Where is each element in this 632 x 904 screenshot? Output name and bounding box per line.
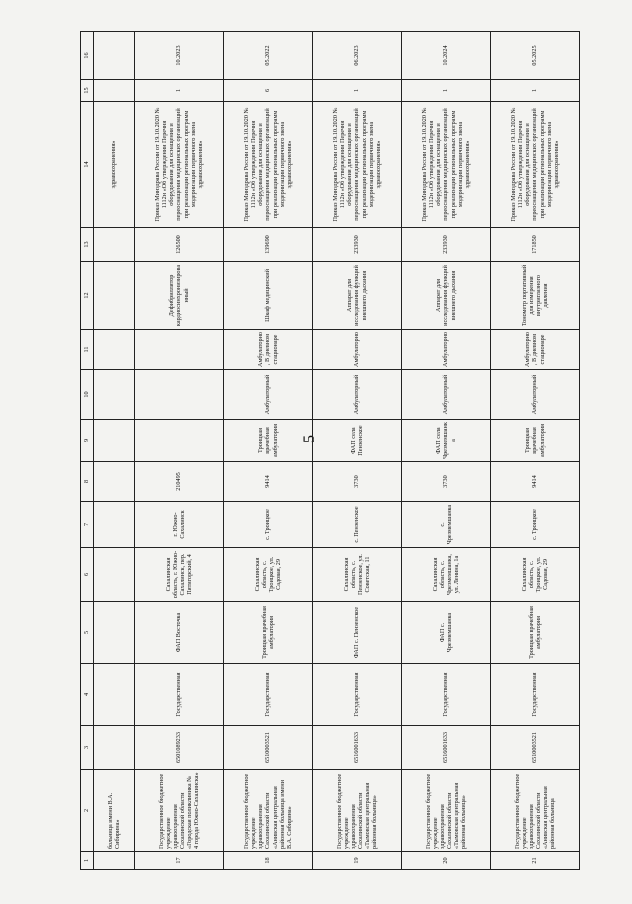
cell-price: 139690 — [224, 228, 313, 262]
continuation-row — [94, 32, 135, 870]
cell-care-conditions: Амбулаторно, В дневном стационаре — [224, 330, 313, 370]
col-number: 11 — [81, 330, 94, 370]
cell-population: 9414 — [491, 462, 580, 502]
cell-settlement: с. Троицкое — [224, 502, 313, 548]
cell-population: 9414 — [224, 462, 313, 502]
equipment-table — [80, 31, 580, 870]
cell-price: 171850 — [491, 228, 580, 262]
cell-org-continued: больница имени В.А. Сибирина» — [94, 770, 135, 852]
cell-quantity: 1 — [135, 80, 224, 102]
cell — [94, 664, 135, 726]
cell-care-conditions — [135, 330, 224, 370]
cell-settlement: с. Троицкое — [491, 502, 580, 548]
cell-care-type: Амбулаторный — [491, 370, 580, 420]
cell — [94, 420, 135, 462]
cell-equipment: Шкаф медицинский — [224, 262, 313, 330]
cell-inn: 6501089233 — [135, 726, 224, 770]
cell-quantity: 1 — [491, 80, 580, 102]
cell-order-continued: здравоохранения» — [94, 102, 135, 228]
cell — [94, 462, 135, 502]
col-number: 8 — [81, 462, 94, 502]
table-row — [491, 32, 580, 870]
cell-settlement: с. Пензенское — [313, 502, 402, 548]
col-number: 2 — [81, 770, 94, 852]
cell-row-number: 18 — [224, 852, 313, 870]
cell-ownership: Государственная — [224, 664, 313, 726]
cell-date: 10.2024 — [402, 32, 491, 80]
cell-care-type: Амбулаторный — [224, 370, 313, 420]
cell-inn: 6510003521 — [491, 726, 580, 770]
cell-equipment: Аппарат для исследования функций внешнего дыхания — [313, 262, 402, 330]
cell-ownership: Государственная — [135, 664, 224, 726]
cell-subdivision: Троицкая врачебная амбулатория — [224, 420, 313, 462]
cell-subdivision — [135, 420, 224, 462]
cell-ownership: Государственная — [313, 664, 402, 726]
cell-equipment: Тонометр портативный для измерения внутриглазного давления — [491, 262, 580, 330]
cell — [94, 726, 135, 770]
cell-unit: ФАП с. Чрезмемшанка — [402, 602, 491, 664]
cell-organization: Государственное бюджетное учреждение здравоохранения Сахалинской области «Анивская центральная районная больница имени В.А. Сибирина» — [224, 770, 313, 852]
cell-address: Сахалинская область, с. Троицкое, ул. Садовая, 29 — [224, 548, 313, 602]
cell-order: Приказ Минздрава России от 19.10.2020 № 1112н «Об утверждении Перечня оборудования для оснащения и переоснащения медицинских организаций при реализации региональных программ модернизации первичного звена здравоохранения» — [224, 102, 313, 228]
cell-price: 126500 — [135, 228, 224, 262]
cell-organization: Государственное бюджетное учреждение здравоохранения Сахалинской области «Анивская центральная районная больница — [491, 770, 580, 852]
cell — [94, 548, 135, 602]
cell-date: 05.2022 — [224, 32, 313, 80]
cell — [94, 228, 135, 262]
table-row — [135, 32, 224, 870]
cell — [94, 330, 135, 370]
cell-quantity: 1 — [313, 80, 402, 102]
page-number: 5 — [301, 435, 318, 443]
col-number: 10 — [81, 370, 94, 420]
cell-settlement: г. Южно-Сахалинск — [135, 502, 224, 548]
cell-organization: Государственное бюджетное учреждение здравоохранения Сахалинской области «Тымовская центральная районная больница» — [313, 770, 402, 852]
cell-order: Приказ Минздрава России от 19.10.2020 № 1112н «Об утверждении Перечня оборудования для оснащения и переоснащения медицинских организаций при реализации региональных программ модернизации первичного звена здравоохранения» — [313, 102, 402, 228]
cell — [94, 602, 135, 664]
cell-quantity: 6 — [224, 80, 313, 102]
cell-population: 3730 — [402, 462, 491, 502]
cell-row-number: 21 — [491, 852, 580, 870]
col-number: 9 — [81, 420, 94, 462]
cell — [94, 262, 135, 330]
cell-subdivision: ФАП села Пензенское — [313, 420, 402, 462]
col-number: 6 — [81, 548, 94, 602]
cell-inn: 6516001633 — [313, 726, 402, 770]
cell-row-number: 20 — [402, 852, 491, 870]
col-number: 5 — [81, 602, 94, 664]
cell-subdivision: ФАП села Чрезмемшанка — [402, 420, 491, 462]
column-number-row — [81, 32, 94, 870]
table-row — [313, 32, 402, 870]
col-number: 4 — [81, 664, 94, 726]
cell-care-conditions: Амбулаторно, В дневном стационаре — [491, 330, 580, 370]
cell-order: Приказ Минздрава России от 19.10.2020 № 1112н «Об утверждении Перечня оборудования для оснащения и переоснащения медицинских организаций при реализации региональных программ модернизации первичного звена здравоохранения» — [491, 102, 580, 228]
cell — [94, 80, 135, 102]
cell-date: 10.2023 — [135, 32, 224, 80]
cell-quantity: 1 — [402, 80, 491, 102]
cell-care-conditions: Амбулаторно — [402, 330, 491, 370]
cell-unit: Троицкая врачебная амбулатория — [224, 602, 313, 664]
cell-unit: Троицкая врачебная амбулатория — [491, 602, 580, 664]
cell-subdivision: Троицкая врачебная амбулатория — [491, 420, 580, 462]
cell-date: 05.2025 — [491, 32, 580, 80]
cell-organization: Государственное бюджетное учреждение здравоохранения Сахалинской области «Городская поликлиника № 4 города Южно-Сахалинска» — [135, 770, 224, 852]
col-number: 15 — [81, 80, 94, 102]
col-number: 12 — [81, 262, 94, 330]
cell-care-type: Амбулаторный — [402, 370, 491, 420]
cell-equipment: Аппарат для исследования функций внешнего дыхания — [402, 262, 491, 330]
cell-population: 210495 — [135, 462, 224, 502]
col-number: 7 — [81, 502, 94, 548]
table-row — [402, 32, 491, 870]
cell — [94, 370, 135, 420]
cell-row-number: 17 — [135, 852, 224, 870]
cell-address: Сахалинская область, г. Южно-Сахалинск, пер. Пятигорский, 4 — [135, 548, 224, 602]
cell-row-number: 19 — [313, 852, 402, 870]
col-number: 13 — [81, 228, 94, 262]
cell — [94, 502, 135, 548]
cell — [94, 852, 135, 870]
col-number: 1 — [81, 852, 94, 870]
cell-unit: ФАП с. Пензенское — [313, 602, 402, 664]
cell-address: Сахалинская область, с. Пензенское, ул. Советская, 11 — [313, 548, 402, 602]
cell-date: 06.2023 — [313, 32, 402, 80]
cell-ownership: Государственная — [402, 664, 491, 726]
cell-ownership: Государственная — [491, 664, 580, 726]
cell-price: 233930 — [313, 228, 402, 262]
col-number: 16 — [81, 32, 94, 80]
cell-population: 3730 — [313, 462, 402, 502]
cell-settlement: с. Чрезмемшанка — [402, 502, 491, 548]
cell — [94, 32, 135, 80]
cell-address: Сахалинская область, с. Троицкое, ул. Садовая, 29 — [491, 548, 580, 602]
cell-care-type: Амбулаторный — [313, 370, 402, 420]
cell-address: Сахалинская область, с. Чрезмемшанка, ул. Ленина, 1а — [402, 548, 491, 602]
cell-care-type — [135, 370, 224, 420]
cell-equipment: Дефибриллятор кардиосинхронизированный — [135, 262, 224, 330]
rotated-table-wrapper — [80, 32, 612, 870]
cell-unit: ФАП Восточка — [135, 602, 224, 664]
cell-care-conditions: Амбулаторно — [313, 330, 402, 370]
table-row — [224, 32, 313, 870]
cell-organization: Государственное бюджетное учреждение здравоохранения Сахалинской области «Тымовская центральная районная больница» — [402, 770, 491, 852]
col-number: 14 — [81, 102, 94, 228]
cell-order: Приказ Минздрава России от 19.10.2020 № 1112н «Об утверждении Перечня оборудования для оснащения и переоснащения медицинских организаций при реализации региональных программ модернизации первичного звена здравоохранения» — [402, 102, 491, 228]
cell-price: 233930 — [402, 228, 491, 262]
col-number: 3 — [81, 726, 94, 770]
cell-inn: 6510003521 — [224, 726, 313, 770]
cell-inn: 6516001633 — [402, 726, 491, 770]
cell-order: Приказ Минздрава России от 19.10.2020 № 1112н «Об утверждении Перечня оборудования для оснащения и переоснащения медицинских организаций при реализации региональных программ модернизации первичного звена здравоохранения» — [135, 102, 224, 228]
